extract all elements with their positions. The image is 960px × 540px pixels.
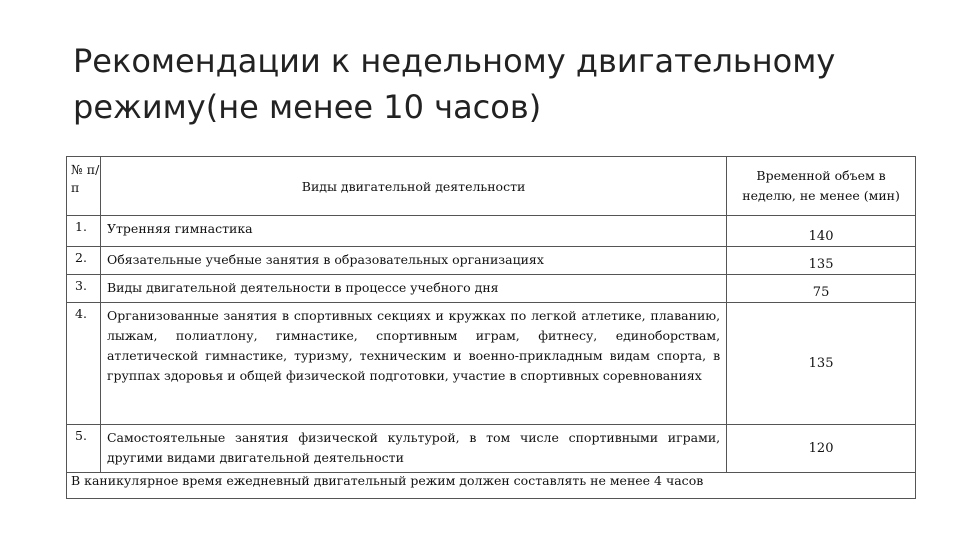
row-number: 3. <box>67 275 101 303</box>
table-row <box>67 425 916 473</box>
header-number: № п/п <box>67 157 101 216</box>
table-row <box>67 216 916 247</box>
slide-title: Рекомендации к недельному двигательному режиму(не менее 10 часов) <box>73 42 836 126</box>
row-volume: 135 <box>727 247 916 275</box>
row-number: 1. <box>67 216 101 247</box>
activity-table <box>66 156 916 499</box>
row-number: 4. <box>67 303 101 425</box>
row-activity: Самостоятельные занятия физической культурой, в том числе спортивными играми, другими видами двигательной деятельности <box>100 425 726 473</box>
table-row <box>67 303 916 425</box>
row-activity: Утренняя гимнастика <box>100 216 726 247</box>
table-row <box>67 247 916 275</box>
row-activity: Организованные занятия в спортивных секциях и кружках по легкой атлетике, плаванию, лыжам, полиатлону, гимнастике, спортивным играм, фитнесу, единоборствам, атлетической гимнастике, туризму, техническим и военно-прикладным видам спорта, в группах здоровья и общей физической подготовки, участие в спортивных соревнованиях <box>100 303 726 425</box>
header-activity: Виды двигательной деятельности <box>100 157 726 216</box>
footer-note: В каникулярное время ежедневный двигательный режим должен составлять не менее 4 часов <box>71 473 704 488</box>
table-footer <box>67 473 916 499</box>
row-activity: Обязательные учебные занятия в образовательных организациях <box>100 247 726 275</box>
row-number: 2. <box>67 247 101 275</box>
row-volume: 75 <box>727 275 916 303</box>
table-row <box>67 275 916 303</box>
row-activity: Виды двигательной деятельности в процессе учебного дня <box>100 275 726 303</box>
table-footer-row <box>67 473 916 499</box>
row-volume: 120 <box>727 425 916 473</box>
row-volume: 140 <box>727 216 916 247</box>
table-header-row <box>67 157 916 216</box>
row-number: 5. <box>67 425 101 473</box>
row-volume: 135 <box>727 303 916 425</box>
header-volume: Временной объем в неделю, не менее (мин) <box>727 157 916 216</box>
